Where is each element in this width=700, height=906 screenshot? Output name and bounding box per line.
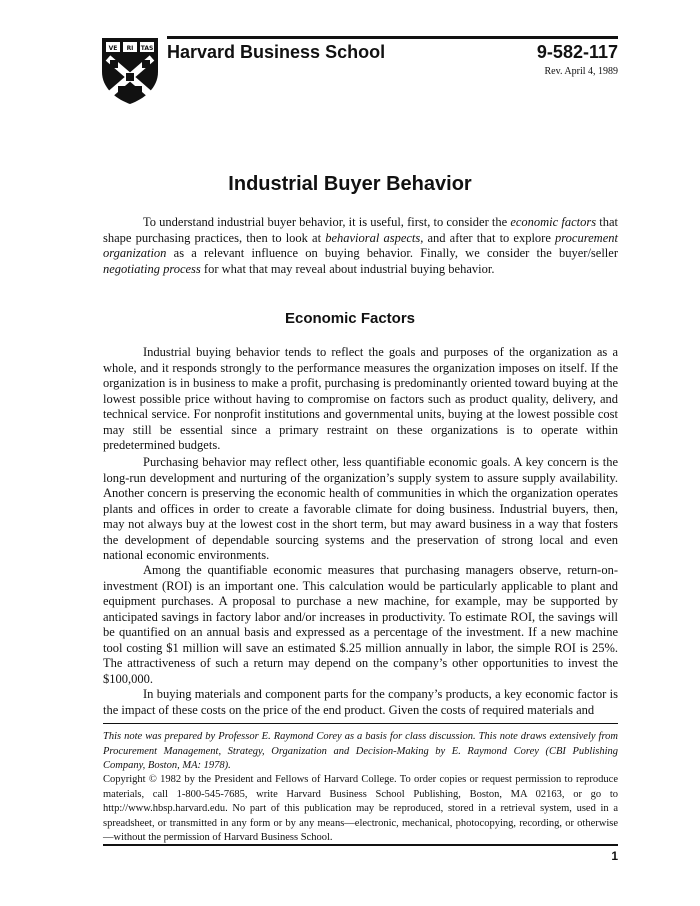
body-paragraph-2: Purchasing behavior may reflect other, less quantifiable economic goals. A key concern is the long-run development and nurturing of the organization’s supply system to assure supply availability. Another concern is preserving the economic health of communities in which the organization operates plants and offices in order to create a favorable climate for doing business. Industrial buyers, then, may not always buy at the lowest cost in the short term, but may award business in a way that fosters the development of dependable sourcing systems and the preservation of strong local and even national economic environments. [103, 455, 618, 562]
header-rule [167, 36, 618, 39]
case-number: 9-582-117 [536, 42, 618, 62]
document-title: Industrial Buyer Behavior [228, 173, 472, 195]
section-heading: Economic Factors [284, 310, 416, 327]
copyright-notice: Copyright © 1982 by the President and Fellows of Harvard College. To order copies or request permission to reproduce materials, call 1-800-545-7685, write Harvard Business School Publishing, Boston, MA 02163, or go to http://www.hbsp.harvard.edu. No part of this publication may be reproduced, stored in a retrieval system, used in a spreadsheet, or transmitted in any form or by any means—electronic, mechanical, photocopying, recording, or otherwise—without the permission of Harvard Business School. [103, 774, 618, 843]
emphasis-negotiating-process: negotiating process [103, 261, 201, 276]
footnote-rule [103, 723, 618, 724]
svg-text:VE: VE [108, 45, 118, 52]
harvard-shield-logo [100, 36, 160, 106]
page-bottom-rule [103, 844, 618, 846]
body-paragraph-1: Industrial buying behavior tends to reflect the goals and purposes of the organization as a whole, and it responds strongly to the performance measures the organization imposes on itself. If the organization is in business to make a profit, purchasing is predominantly oriented toward buying at the lowest possible price without having to compromise on factors such as product quality, delivery, and technical service. For nonprofit institutions and governmental units, buying at the lowest possible cost may still be essential since a primary restraint on these organizations is to operate within predetermined budgets. [103, 345, 618, 452]
emphasis-procurement-organization: procurement organization [103, 230, 618, 260]
school-name: Harvard Business School [167, 42, 386, 62]
svg-text:RI: RI [126, 45, 134, 52]
author-note: This note was prepared by Professor E. Raymond Corey as a basis for class discussion. This note draws extensively from Procurement Management, Strategy, Organization and Decision-Making by E. Raymond Corey (CBI Publishing Company, Boston, MA: 1978). [103, 731, 618, 771]
intro-paragraph: To understand industrial buyer behavior, it is useful, first, to consider the economic factors that shape purchasing practices, then to look at behavioral aspects, and after that to explore procurement organization as a relevant influence on buying behavior. Finally, we consider the buyer/seller negotiating process for what that may reveal about industrial buying behavior. [103, 215, 618, 276]
body-paragraph-4: In buying materials and component parts for the company’s products, a key economic factor is the impact of these costs on the price of the end product. Given the costs of required materials and [103, 687, 618, 717]
page-number: 1 [611, 849, 618, 863]
document-header [100, 36, 618, 108]
emphasis-economic-factors: economic factors [510, 215, 597, 229]
body-paragraph-3: Among the quantifiable economic measures that purchasing managers observe, return-on-investment (ROI) is an important one. This calculation would be particularly applicable to plant and equipment purchases. A proposal to purchase a new machine, for example, may be supported by anticipated savings in factory labor and/or increases in productivity. To estimate ROI, the savings will be quantified on an annual basis and expressed as a percentage of the investment. If a new machine tool costing $1 million will save an estimated $.25 million annually in labor, the simple ROI is 25%. The attractiveness of such a return may depend on the company’s other opportunities to invest the $100,000. [103, 563, 618, 686]
revision-date: Rev. April 4, 1989 [544, 66, 618, 77]
svg-text:TAS: TAS [140, 45, 154, 52]
emphasis-behavioral-aspects: behavioral aspects [325, 230, 421, 245]
